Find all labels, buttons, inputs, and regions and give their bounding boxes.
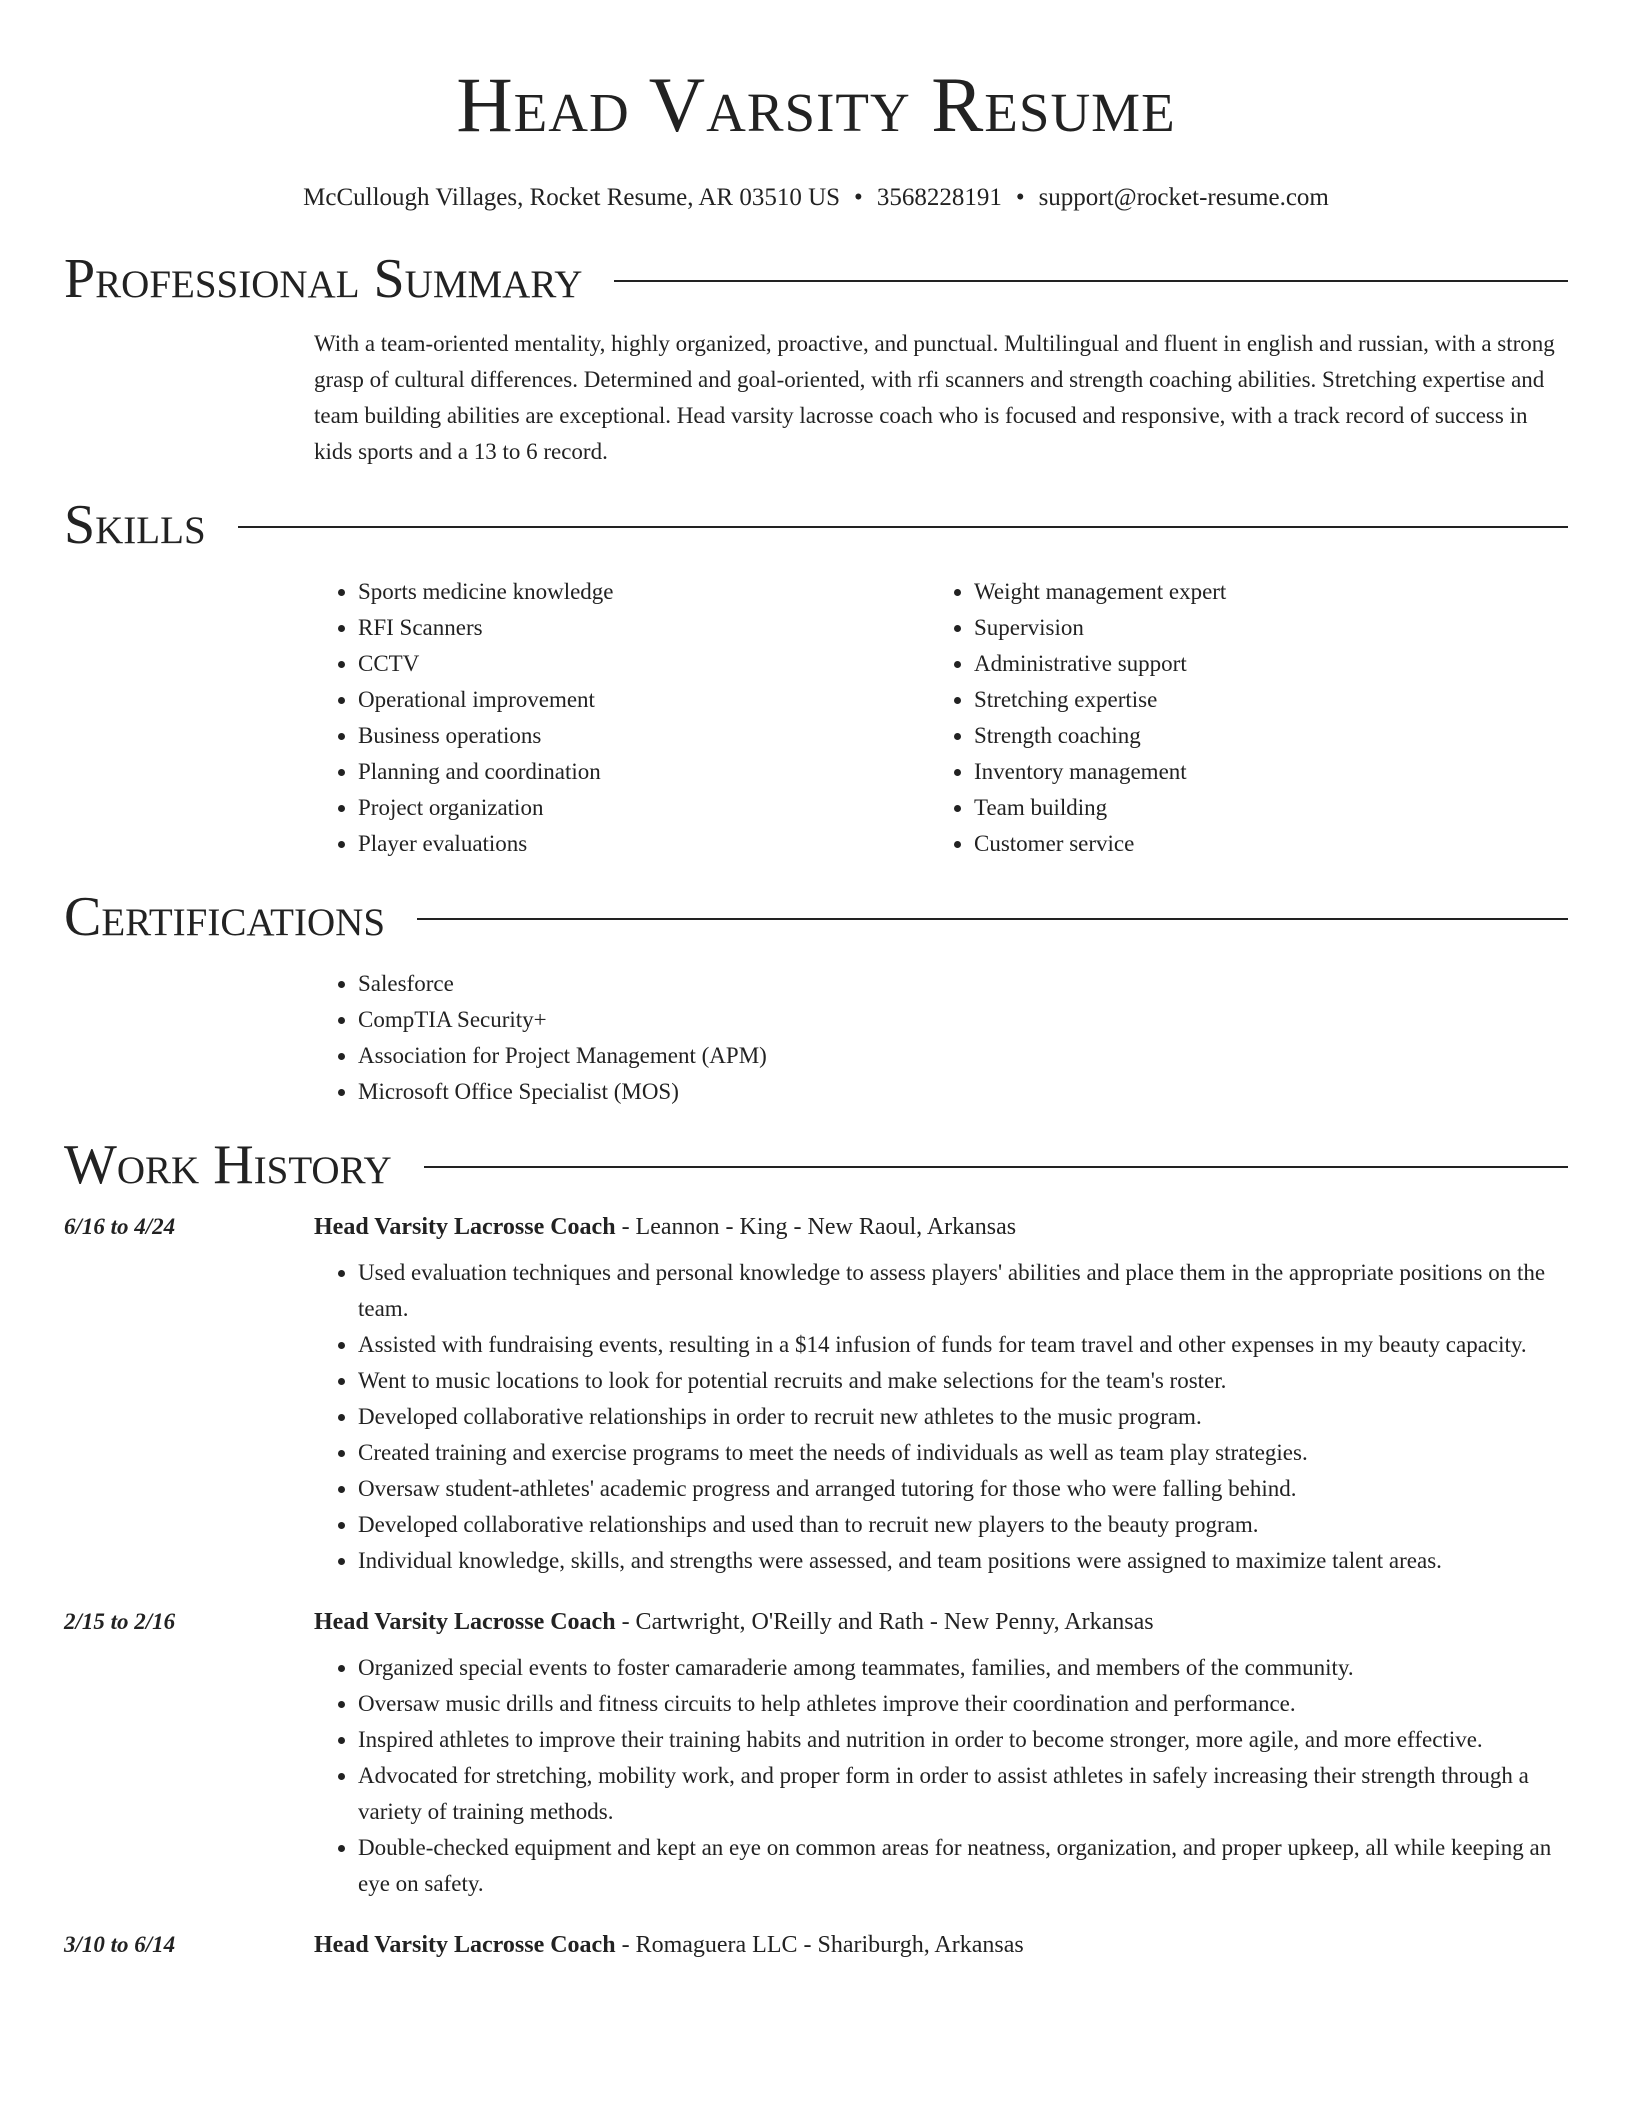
section-divider <box>614 280 1568 282</box>
work-section <box>64 1128 1568 1959</box>
section-divider <box>424 1166 1568 1168</box>
certifications-heading: Certifications <box>64 886 386 948</box>
skill-item: • Sports medicine knowledge <box>358 574 930 610</box>
certification-item: • CompTIA Security+ <box>358 1002 1568 1038</box>
work-jobs <box>64 1214 1568 1959</box>
skill-item: • Inventory management <box>974 754 1546 790</box>
skill-item: • Team building <box>974 790 1546 826</box>
job-duty-item: • Inspired athletes to improve their training habits and nutrition in order to become stronger, more agile, and more effective. <box>358 1722 1562 1758</box>
job-duty-item: • Advocated for stretching, mobility work, and proper form in order to assist athletes in safely increasing their strength through a variety of training methods. <box>358 1758 1562 1830</box>
skill-item: • Player evaluations <box>358 826 930 862</box>
job-employer: - Romaguera LLC - Shariburgh, Arkansas <box>615 1932 1024 1958</box>
job-duty-item: • Individual knowledge, skills, and strengths were assessed, and team positions were assigned to maximize talent areas. <box>358 1543 1562 1579</box>
certification-item: • Salesforce <box>358 966 1568 1002</box>
skills-column-right <box>930 574 1546 862</box>
skill-item: • Planning and coordination <box>358 754 930 790</box>
skills-section <box>64 488 1568 862</box>
job-duties-list <box>314 1650 1562 1902</box>
job-duties-list <box>314 1255 1562 1579</box>
skills-heading: Skills <box>64 494 206 556</box>
job-duty-item: • Created training and exercise programs to meet the needs of individuals as well as team play strategies. <box>358 1435 1562 1471</box>
job-employer: - Cartwright, O'Reilly and Rath - New Penny, Arkansas <box>615 1609 1154 1635</box>
job-dates: 3/10 to 6/14 <box>64 1932 176 1957</box>
skills-grid <box>314 574 1568 862</box>
job-dates: 6/16 to 4/24 <box>64 1214 176 1239</box>
job-entry <box>64 1932 1568 1959</box>
job-employer: - Leannon - King - New Raoul, Arkansas <box>615 1214 1017 1240</box>
certification-item: • Association for Project Management (APM) <box>358 1038 1568 1074</box>
job-duty-item: • Went to music locations to look for potential recruits and make selections for the team's roster. <box>358 1363 1562 1399</box>
skills-column-left <box>314 574 930 862</box>
skill-item: • Operational improvement <box>358 682 930 718</box>
contact-separator: • <box>1015 184 1025 211</box>
job-duty-item: • Oversaw music drills and fitness circuits to help athletes improve their coordination and performance. <box>358 1686 1562 1722</box>
contact-separator: • <box>854 184 863 211</box>
job-duty-item: • Organized special events to foster camaraderie among teammates, families, and members of the community. <box>358 1650 1562 1686</box>
skill-item: • Strength coaching <box>974 718 1546 754</box>
work-header <box>64 1128 1568 1202</box>
section-divider <box>238 526 1568 528</box>
contact-address: McCullough Villages, Rocket Resume, AR 03510 US <box>303 184 841 211</box>
skill-item: • CCTV <box>358 646 930 682</box>
skill-item: • Weight management expert <box>974 574 1546 610</box>
summary-header <box>64 242 1568 316</box>
job-role: Head Varsity Lacrosse Coach <box>314 1214 616 1240</box>
job-entry <box>64 1214 1568 1579</box>
skills-header <box>64 488 1568 562</box>
job-duty-item: • Developed collaborative relationships and used than to recruit new players to the beauty program. <box>358 1507 1562 1543</box>
certifications-section <box>64 880 1568 1110</box>
contact-phone: 3568228191 <box>876 184 1002 211</box>
resume-title: Head Varsity Resume <box>456 61 1176 148</box>
summary-section <box>64 242 1568 470</box>
job-duty-item: • Used evaluation techniques and personal knowledge to assess players' abilities and place them in the appropriate positions on the team. <box>358 1255 1562 1327</box>
job-header <box>64 1214 1568 1241</box>
job-header <box>64 1609 1568 1636</box>
job-duty-item: • Developed collaborative relationships in order to recruit new athletes to the music program. <box>358 1399 1562 1435</box>
job-title-line <box>314 1609 1154 1636</box>
skill-item: • Administrative support <box>974 646 1546 682</box>
work-heading: Work History <box>64 1134 392 1196</box>
skill-item: • Supervision <box>974 610 1546 646</box>
summary-heading: Professional Summary <box>64 248 583 310</box>
job-dates: 2/15 to 2/16 <box>64 1609 176 1634</box>
skill-item: • Project organization <box>358 790 930 826</box>
job-role: Head Varsity Lacrosse Coach <box>314 1609 616 1635</box>
section-divider <box>417 918 1568 920</box>
job-duty-item: • Oversaw student-athletes' academic progress and arranged tutoring for those who were falling behind. <box>358 1471 1562 1507</box>
job-entry <box>64 1609 1568 1902</box>
job-title-line <box>314 1932 1024 1959</box>
job-header <box>64 1932 1568 1959</box>
certifications-list <box>314 966 1568 1110</box>
contact-email[interactable]: support@rocket-resume.com <box>1038 184 1329 211</box>
summary-text: With a team-oriented mentality, highly organized, proactive, and punctual. Multilingual and fluent in english and russian, with a strong grasp of cultural differences. Determined and goal-oriented, with rfi scanners and strength coaching abilities. Stretching expertise and team building abilities are exceptional. Head varsity lacrosse coach who is focused and responsive, with a track record of success in kids sports and a 13 to 6 record. <box>314 331 1555 464</box>
skill-item: • Customer service <box>974 826 1546 862</box>
skill-item: • Stretching expertise <box>974 682 1546 718</box>
job-duty-item: • Double-checked equipment and kept an eye on common areas for neatness, organization, and proper upkeep, all while keeping an eye on safety. <box>358 1830 1562 1902</box>
skill-item: • RFI Scanners <box>358 610 930 646</box>
job-title-line <box>314 1214 1016 1241</box>
job-duty-item: • Assisted with fundraising events, resulting in a $14 infusion of funds for team travel and other expenses in my beauty capacity. <box>358 1327 1562 1363</box>
job-role: Head Varsity Lacrosse Coach <box>314 1932 616 1958</box>
certification-item: • Microsoft Office Specialist (MOS) <box>358 1074 1568 1110</box>
contact-line <box>64 184 1568 212</box>
certifications-header <box>64 880 1568 954</box>
skill-item: • Business operations <box>358 718 930 754</box>
